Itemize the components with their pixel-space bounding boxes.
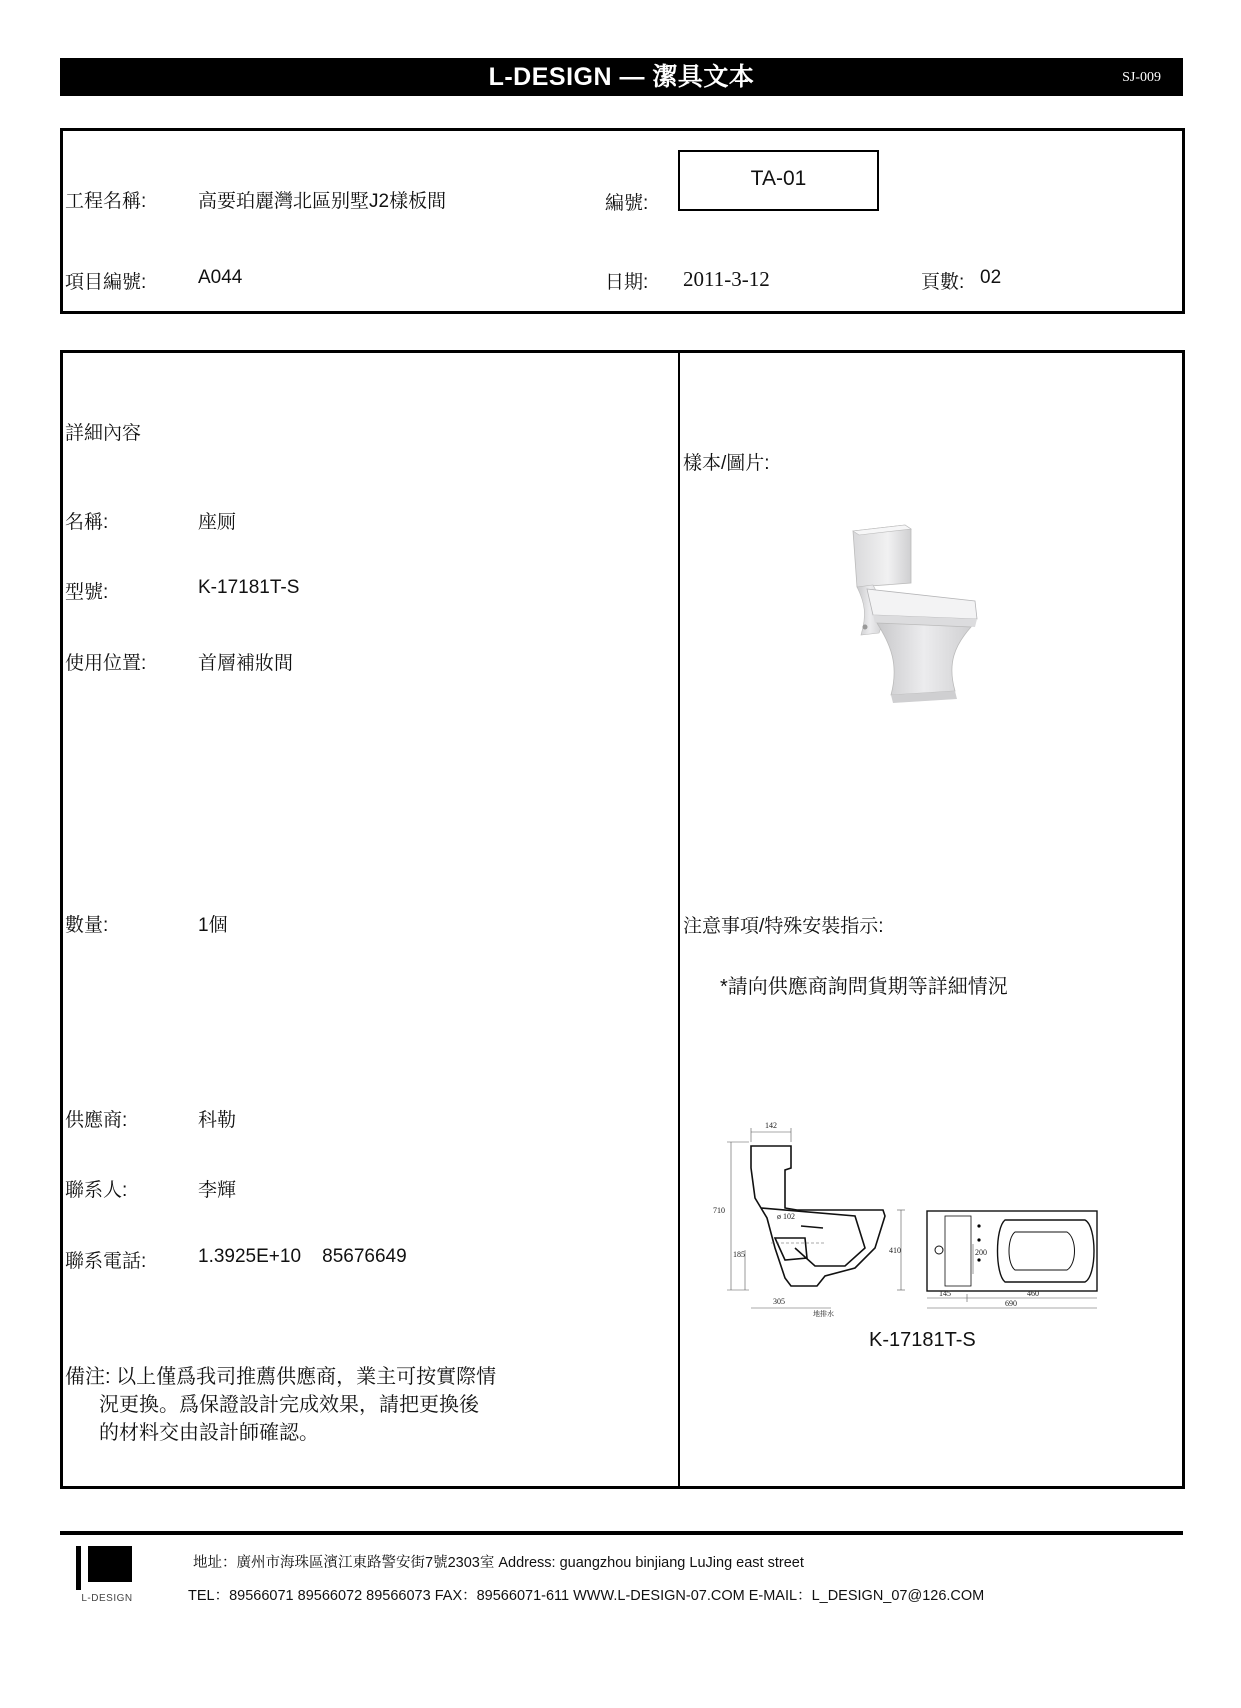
dim-410: 410	[889, 1246, 901, 1255]
item-no-label: 項目編號:	[65, 272, 147, 293]
l-design-logo-icon	[76, 1546, 132, 1590]
footer-rule	[60, 1531, 1183, 1535]
phone-label: 聯系電話:	[65, 1251, 147, 1272]
model-label: 型號:	[65, 582, 109, 603]
sample-label: 樣本/圖片:	[683, 453, 770, 474]
remark-line-1: 備注: 以上僅爲我司推薦供應商，業主可按實際情	[65, 1366, 497, 1388]
technical-drawing	[705, 1098, 1105, 1323]
details-title: 詳細內容	[65, 423, 142, 444]
document-title: L-DESIGN — 潔具文本	[488, 63, 755, 91]
remark-line-3: 的材料交由設計師確認。	[99, 1422, 319, 1444]
contact-value: 李輝	[198, 1180, 237, 1201]
toilet-photo	[843, 523, 993, 713]
footer-address: 地址：廣州市海珠區濱江東路警安街7號2303室 Address: guangzhou binjiang LuJing east street	[193, 1555, 804, 1571]
pages-value: 02	[980, 267, 1002, 288]
project-info-box	[60, 128, 1185, 314]
top-view	[927, 1211, 1097, 1291]
contact-label: 聯系人:	[65, 1180, 128, 1201]
drawing-caption: K-17181T-S	[869, 1329, 976, 1351]
notes-text: *請向供應商詢問貨期等詳細情況	[720, 976, 1008, 998]
quantity-value: 1個	[198, 915, 228, 936]
dim-690: 690	[1005, 1299, 1017, 1308]
project-name-label: 工程名稱:	[65, 191, 147, 212]
supplier-value: 科勒	[198, 1110, 237, 1131]
location-label: 使用位置:	[65, 653, 147, 674]
date-value: 2011-3-12	[683, 267, 770, 291]
item-no-value: A044	[198, 267, 243, 288]
dim-460: 460	[1027, 1289, 1039, 1298]
header-bar	[60, 58, 1183, 96]
quantity-label: 數量:	[65, 915, 109, 936]
name-label: 名稱:	[65, 512, 109, 533]
dim-drain: 地排水	[813, 1310, 834, 1318]
date-label: 日期:	[605, 272, 649, 293]
project-name-value: 高要珀麗灣北區别墅J2樣板間	[198, 191, 447, 212]
name-value: 座厕	[198, 512, 237, 533]
column-divider	[678, 353, 680, 1486]
model-value: K-17181T-S	[198, 577, 300, 598]
phone-value: 1.3925E+10 85676649	[198, 1246, 407, 1267]
dim-200: 200	[975, 1248, 987, 1257]
remark-line-2: 況更換。爲保證設計完成效果，請把更換後	[99, 1394, 479, 1416]
pages-label: 頁數:	[921, 272, 965, 293]
location-value: 首層補妝間	[198, 653, 294, 674]
supplier-label: 供應商:	[65, 1110, 128, 1131]
dim-142: 142	[765, 1121, 777, 1130]
dim-185: 185	[733, 1250, 745, 1259]
footer-contact: TEL：89566071 89566072 89566073 FAX：89566071-611 WWW.L-DESIGN-07.COM E-MAIL：L_DESIGN_07@126.COM	[188, 1588, 985, 1604]
dim-305: 305	[773, 1297, 785, 1306]
detail-box	[60, 350, 1185, 1489]
number-label: 編號:	[605, 193, 649, 214]
logo-text: L-DESIGN	[81, 1593, 133, 1604]
document-code: SJ-009	[1122, 70, 1161, 85]
number-value-box: TA-01	[678, 150, 879, 211]
notes-label: 注意事項/特殊安裝指示:	[683, 916, 884, 937]
dim-710: 710	[713, 1206, 725, 1215]
side-view	[751, 1146, 885, 1286]
dim-102: ø 102	[777, 1212, 795, 1221]
dim-145: 145	[939, 1289, 951, 1298]
